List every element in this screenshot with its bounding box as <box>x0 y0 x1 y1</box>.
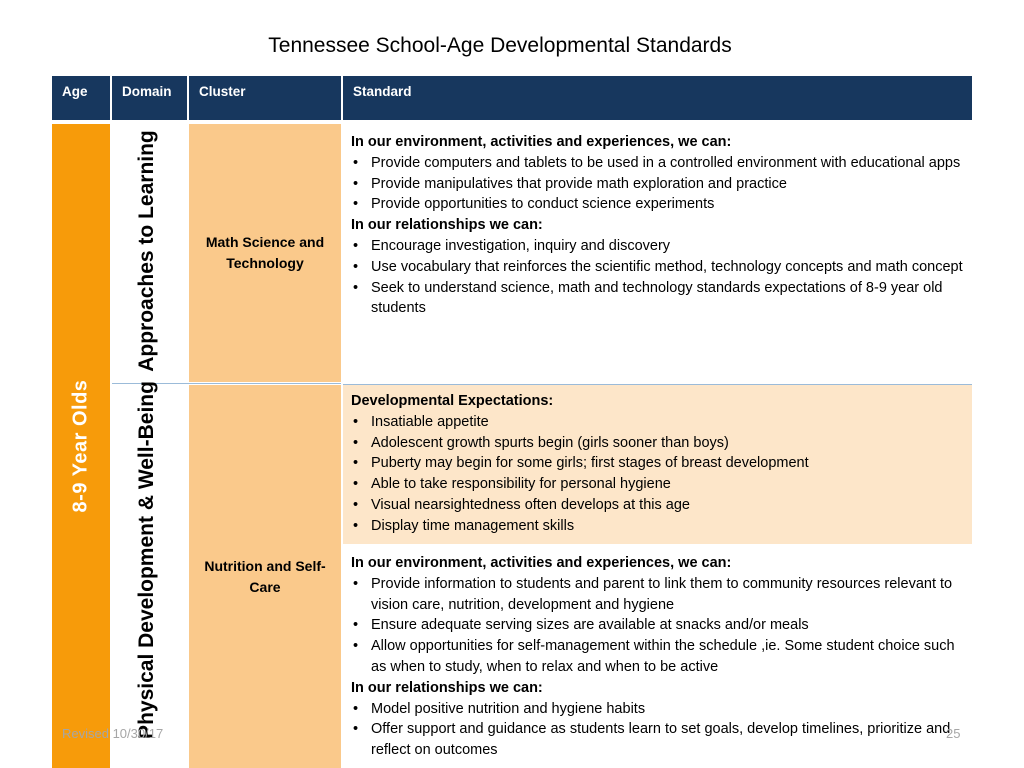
list-item: • Provide manipulatives that provide math exploration and practice <box>351 174 964 195</box>
list-item: • Visual nearsightedness often develops at this age <box>351 495 964 516</box>
header-age: Age <box>52 76 110 120</box>
cluster-nutrition-self-care <box>189 385 341 768</box>
page-title: Tennessee School-Age Developmental Standards <box>268 34 732 57</box>
section-heading: In our environment, activities and experiences, we can: <box>351 134 732 150</box>
cluster-label: Math Science and Technology <box>205 234 325 271</box>
revised-date: Revised 10/30/17 <box>62 726 164 741</box>
bullet-list <box>351 236 964 319</box>
list-item: • Ensure adequate serving sizes are available at snacks and/or meals <box>351 615 964 636</box>
age-label: 8-9 Year Olds <box>69 379 92 513</box>
cluster-label: Nutrition and Self-Care <box>204 557 326 595</box>
domain-approaches-to-learning <box>135 130 159 372</box>
header-domain: Domain <box>112 76 187 120</box>
bullet-list <box>351 574 964 678</box>
domain-label: Physical Development & Well-Being <box>135 381 158 739</box>
list-item: • Able to take responsibility for personal hygiene <box>351 474 964 495</box>
domain-physical-development <box>135 381 159 739</box>
list-item: • Allow opportunities for self-management within the schedule ,ie. Some student choice such as when to study, when to relax and when to be active <box>351 636 964 678</box>
list-item: • Insatiable appetite <box>351 412 964 433</box>
bullet-list <box>351 699 964 761</box>
header-standard: Standard <box>343 76 972 120</box>
list-item: • Adolescent growth spurts begin (girls sooner than boys) <box>351 433 964 454</box>
section-heading: In our environment, activities and experiences, we can: <box>351 555 732 571</box>
list-item: • Encourage investigation, inquiry and discovery <box>351 236 964 257</box>
list-item: • Use vocabulary that reinforces the scientific method, technology concepts and math concept <box>351 257 964 278</box>
section-heading: Developmental Expectations: <box>351 393 554 409</box>
list-item: • Provide information to students and parent to link them to community resources relevant to vision care, nutrition, development and hygiene <box>351 574 964 616</box>
cluster-math-science-technology <box>189 124 341 382</box>
list-item: • Offer support and guidance as students learn to set goals, develop timelines, prioritize and reflect on outcomes <box>351 719 964 761</box>
list-item: • Provide computers and tablets to be used in a controlled environment with educational apps <box>351 153 964 174</box>
bullet-list <box>351 153 964 215</box>
domain-label: Approaches to Learning <box>135 130 158 372</box>
list-item: • Seek to understand science, math and technology standards expectations of 8-9 year old students <box>351 278 964 320</box>
page-number: 25 <box>946 726 961 741</box>
bullet-list <box>351 412 964 537</box>
standard-developmental-expectations <box>343 384 972 544</box>
header-cluster: Cluster <box>189 76 341 120</box>
section-heading: In our relationships we can: <box>351 217 543 234</box>
standard-approaches <box>343 126 972 382</box>
list-item: • Display time management skills <box>351 516 964 537</box>
section-heading: In our relationships we can: <box>351 679 543 696</box>
list-item: • Model positive nutrition and hygiene habits <box>351 699 964 720</box>
list-item: • Provide opportunities to conduct science experiments <box>351 194 964 215</box>
list-item: • Puberty may begin for some girls; first stages of breast development <box>351 453 964 474</box>
standard-physical <box>343 547 972 768</box>
